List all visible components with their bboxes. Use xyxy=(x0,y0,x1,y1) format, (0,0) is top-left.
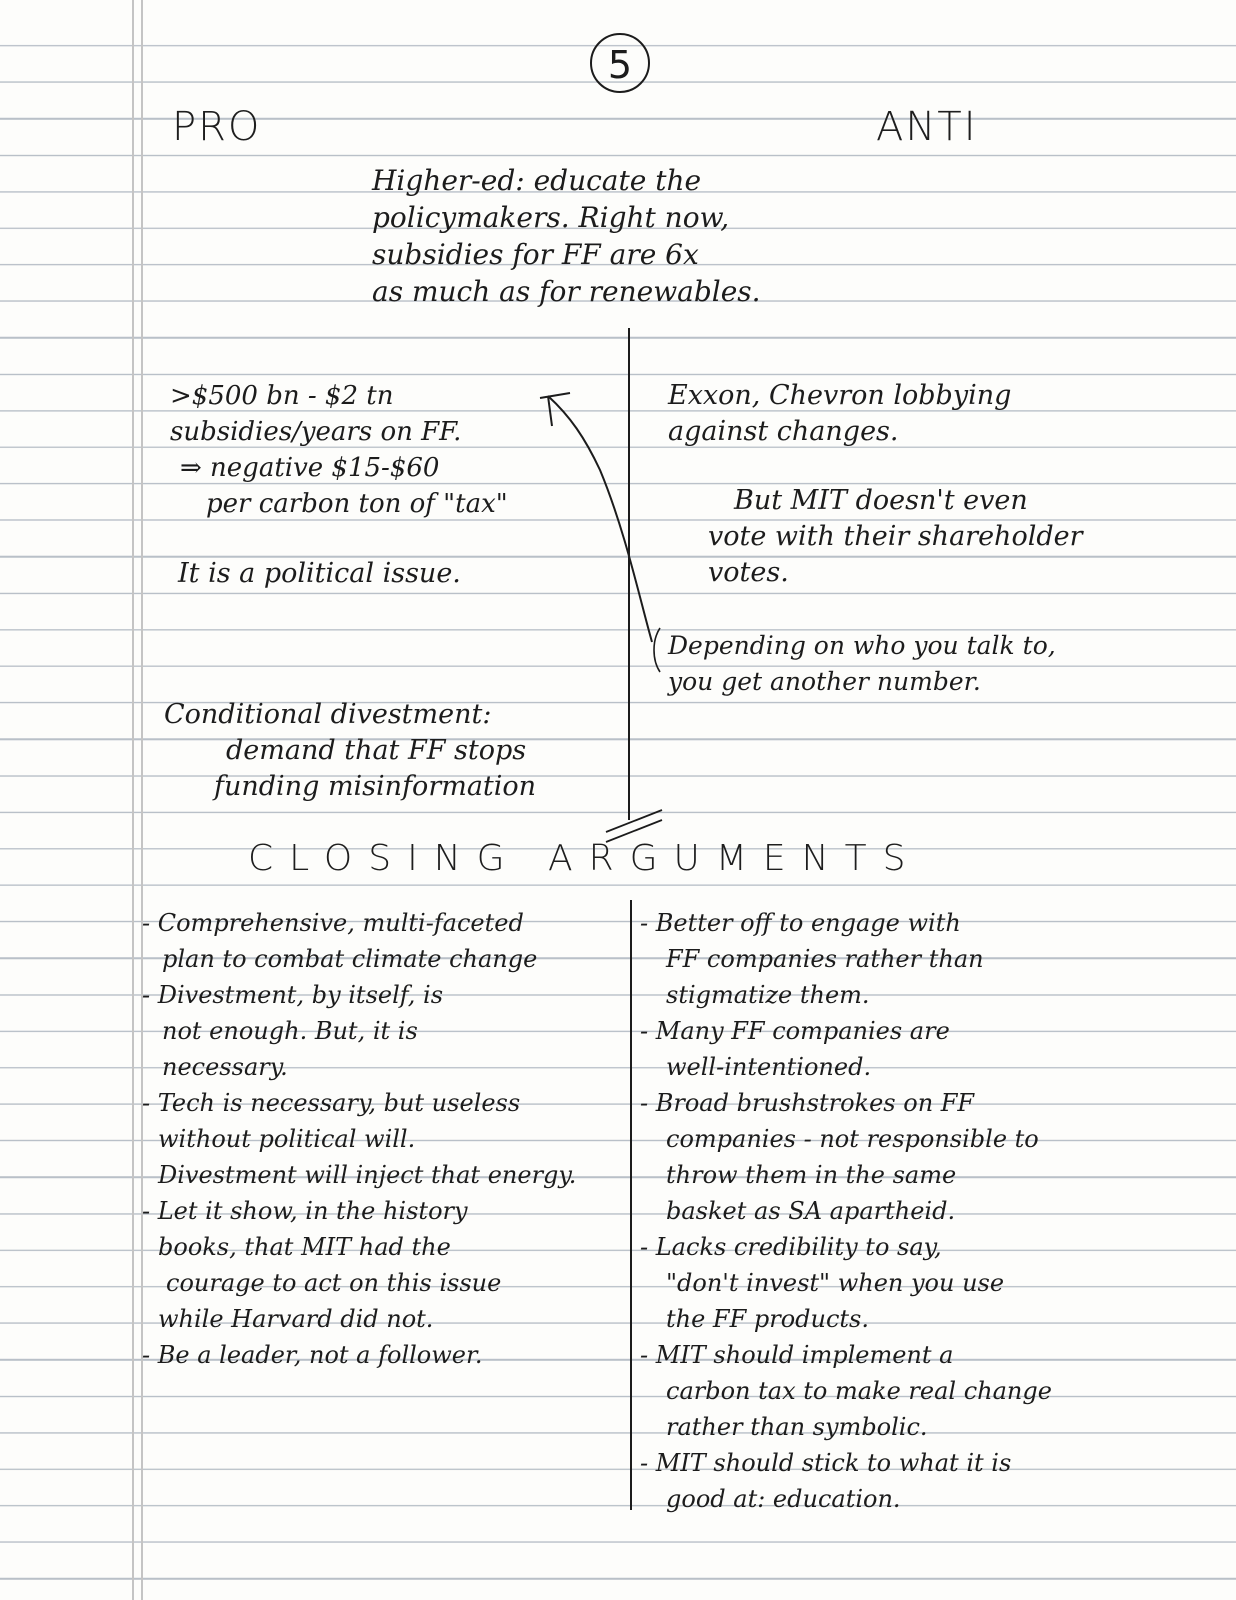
closing-anti-line: rather than symbolic. xyxy=(666,1413,928,1441)
pro-header: PRO xyxy=(172,104,262,150)
closing-pro-line: plan to combat climate change xyxy=(162,945,538,973)
pro-subsidies-line: >$500 bn - $2 tn xyxy=(170,381,394,411)
closing-anti-line: - Broad brushstrokes on FF xyxy=(640,1089,975,1117)
pro-conditional-line: Conditional divestment: xyxy=(164,699,492,730)
center-divider-lower xyxy=(630,900,632,1510)
anti-numbers-line: Depending on who you talk to, xyxy=(668,631,1056,660)
pro-subsidies-line: subsidies/years on FF. xyxy=(170,417,462,447)
closing-pro-line: courage to act on this issue xyxy=(166,1269,502,1297)
anti-lobbying-line: against changes. xyxy=(668,416,899,447)
intro-line: Higher-ed: educate the xyxy=(372,164,702,197)
closing-pro-line: - Be a leader, not a follower. xyxy=(142,1341,483,1369)
margin-line-left xyxy=(132,0,134,1600)
page-number-circle: 5 xyxy=(590,33,650,93)
center-divider-upper xyxy=(628,328,630,820)
closing-anti-line: - MIT should implement a xyxy=(640,1341,954,1369)
closing-pro-line: Divestment will inject that energy. xyxy=(158,1161,577,1189)
closing-anti-line: throw them in the same xyxy=(666,1161,957,1189)
closing-anti-list xyxy=(640,905,1052,1517)
closing-pro-line: - Divestment, by itself, is xyxy=(142,981,444,1009)
pro-subsidies-line: ⇒ negative $15-$60 xyxy=(180,453,440,483)
closing-pro-line: - Comprehensive, multi-faceted xyxy=(142,909,524,937)
closing-anti-line: the FF products. xyxy=(666,1305,870,1333)
closing-anti-line: carbon tax to make real change xyxy=(666,1377,1052,1405)
closing-anti-line: - Lacks credibility to say, xyxy=(640,1233,942,1261)
pro-subsidies-line: per carbon ton of "tax" xyxy=(206,489,508,519)
closing-pro-line: while Harvard did not. xyxy=(158,1305,434,1333)
anti-shareholder-line: vote with their shareholder xyxy=(708,521,1083,552)
pro-conditional-note xyxy=(164,697,536,805)
closing-pro-line: - Let it show, in the history xyxy=(142,1197,468,1225)
anti-header: ANTI xyxy=(876,104,978,150)
closing-anti-line: basket as SA apartheid. xyxy=(666,1197,956,1225)
numbers-note-bracket xyxy=(654,628,660,672)
intro-note xyxy=(372,162,761,310)
intro-line: subsidies for FF are 6x xyxy=(372,238,699,271)
anti-lobbying-line: Exxon, Chevron lobbying xyxy=(668,380,1012,411)
closing-anti-line: good at: education. xyxy=(666,1485,901,1513)
closing-anti-line: - MIT should stick to what it is xyxy=(640,1449,1012,1477)
intro-line: as much as for renewables. xyxy=(372,275,761,308)
closing-pro-line: necessary. xyxy=(162,1053,288,1081)
closing-pro-list xyxy=(142,905,576,1373)
anti-lobbying-note xyxy=(668,378,1011,450)
closing-pro-line: without political will. xyxy=(158,1125,416,1153)
anti-shareholder-note xyxy=(708,483,1083,591)
curved-arrow-head xyxy=(540,393,570,426)
pro-political-note: It is a political issue. xyxy=(178,558,461,589)
anti-numbers-note xyxy=(668,628,1056,700)
closing-anti-line: "don't invest" when you use xyxy=(666,1269,1005,1297)
anti-shareholder-line: votes. xyxy=(708,557,789,588)
closing-anti-line: stigmatize them. xyxy=(666,981,870,1009)
anti-numbers-line: you get another number. xyxy=(668,667,981,696)
closing-anti-line: FF companies rather than xyxy=(666,945,984,973)
pro-conditional-line: funding misinformation xyxy=(214,771,537,802)
pro-subsidies-note xyxy=(170,378,508,522)
pro-conditional-line: demand that FF stops xyxy=(226,735,527,766)
closing-anti-line: well-intentioned. xyxy=(666,1053,872,1081)
closing-pro-line: - Tech is necessary, but useless xyxy=(142,1089,521,1117)
curved-arrow-shaft xyxy=(548,396,652,642)
closing-pro-line: books, that MIT had the xyxy=(158,1233,451,1261)
closing-anti-line: - Better off to engage with xyxy=(640,909,961,937)
anti-shareholder-line: But MIT doesn't even xyxy=(734,485,1028,516)
closing-arguments-title: CLOSING ARGUMENTS xyxy=(248,838,922,879)
closing-anti-line: companies - not responsible to xyxy=(666,1125,1039,1153)
closing-anti-line: - Many FF companies are xyxy=(640,1017,950,1045)
intro-line: policymakers. Right now, xyxy=(372,201,730,234)
closing-pro-line: not enough. But, it is xyxy=(162,1017,418,1045)
